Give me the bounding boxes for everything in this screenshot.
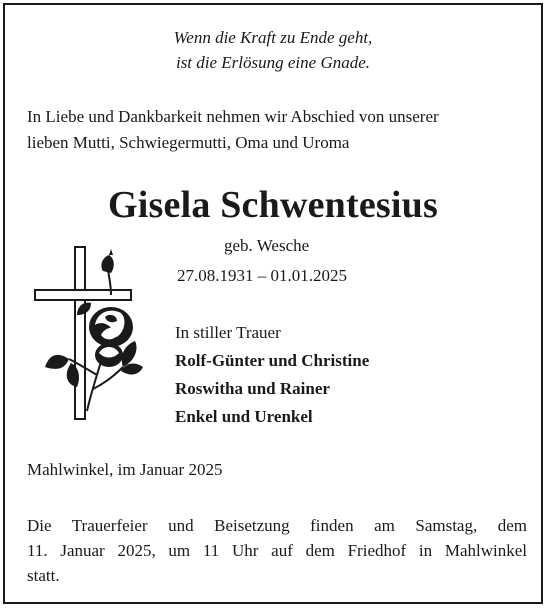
- deceased-name: Gisela Schwentesius: [108, 184, 438, 226]
- life-dates: 27.08.1931 – 01.01.2025: [177, 266, 347, 285]
- funeral-line-3: statt.: [27, 566, 60, 585]
- mourners: [175, 319, 369, 431]
- verse-line-1: Wenn die Kraft zu Ende geht,: [173, 28, 373, 47]
- cross-with-rose-icon: [31, 243, 143, 423]
- mourner-name: Enkel und Urenkel: [175, 407, 313, 426]
- mourners-intro: In stiller Trauer: [175, 323, 281, 342]
- funeral-line-1: Die Trauerfeier und Beisetzung finden am Samstag, dem: [27, 516, 527, 535]
- funeral-info: [27, 513, 527, 588]
- intro-line-1: In Liebe und Dankbarkeit nehmen wir Abschied von unserer: [27, 107, 439, 126]
- intro-text: [27, 104, 527, 156]
- mourner-name: Roswitha und Rainer: [175, 379, 330, 398]
- obituary-notice: [3, 3, 543, 604]
- verse-line-2: ist die Erlösung eine Gnade.: [175, 53, 371, 72]
- maiden-name: geb. Wesche: [224, 236, 310, 255]
- verse: [5, 25, 541, 75]
- funeral-line-2: 11. Januar 2025, um 11 Uhr auf dem Friedhof in Mahlwinkel: [27, 541, 527, 560]
- mourner-name: Rolf-Günter und Christine: [175, 351, 370, 370]
- intro-line-2: lieben Mutti, Schwiegermutti, Oma und Uroma: [27, 133, 350, 152]
- place-and-date: Mahlwinkel, im Januar 2025: [27, 460, 223, 479]
